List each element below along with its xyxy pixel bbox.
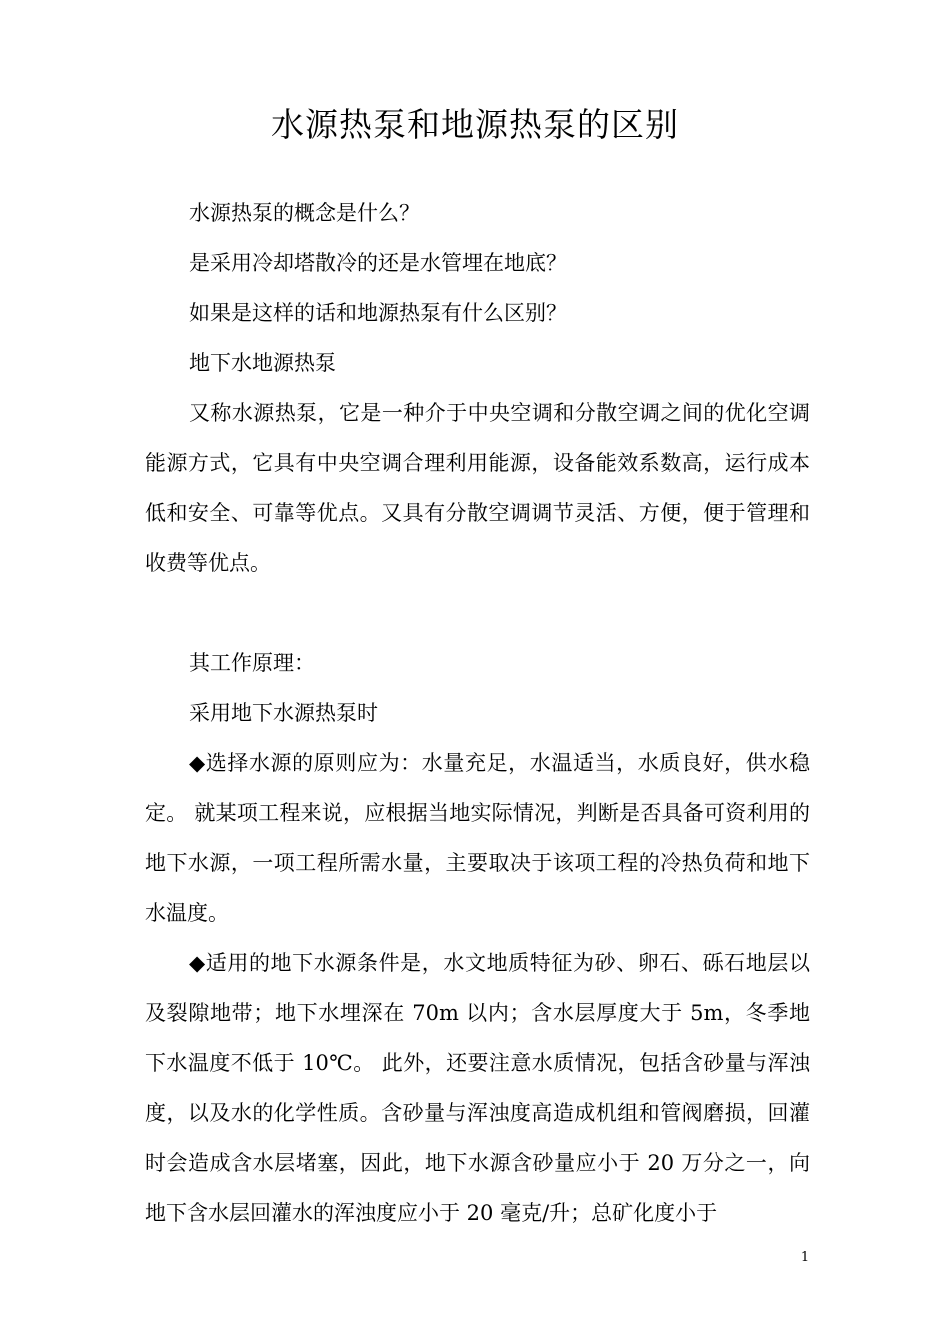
paragraph-heading-groundwater: 地下水地源热泵 — [189, 351, 336, 375]
blank-line — [145, 588, 810, 638]
paragraph-working-principle: 其工作原理： — [189, 651, 315, 675]
paragraph-question-concept: 水源热泵的概念是什么？ — [189, 201, 420, 225]
paragraph-question-cooling: 是采用冷却塔散冷的还是水管埋在地底？ — [189, 251, 567, 275]
paragraph-using-groundwater: 采用地下水源热泵时 — [189, 701, 378, 725]
paragraph-groundwater-conditions: ◆适用的地下水源条件是，水文地质特征为砂、卵石、砾石地层以及裂隙地带；地下水埋深在 70m 以内；含水层厚度大于 5m，冬季地下水温度不低于 10℃。 此外，还要注意水质情况，包括含砂量与浑浊度，以及水的化学性质。含砂量与浑浊度高造成机组和管阀磨损，回灌时会造成含水层堵塞，因此，地下水源含砂量应小于 20 万分之一，向地下含水层回灌水的浑浊度应小于 20 毫克/升；总矿化度小于 — [145, 951, 810, 1225]
paragraph-definition: 又称水源热泵，它是一种介于中央空调和分散空调之间的优化空调能源方式，它具有中央空调合理利用能源，设备能效系数高，运行成本低和安全、可靠等优点。又具有分散空调调节灵活、方便，便于管理和收费等优点。 — [145, 401, 810, 575]
document-title: 水源热泵和地源热泵的区别 — [271, 105, 679, 144]
paragraph-water-source-principle: ◆选择水源的原则应为：水量充足，水温适当，水质良好，供水稳定。 就某项工程来说，应根据当地实际情况，判断是否具备可资利用的地下水源，一项工程所需水量，主要取决于该项工程的冷热负荷和地下水温度。 — [145, 751, 810, 925]
document-body — [145, 188, 810, 1238]
page-number: 1 — [800, 1250, 810, 1265]
paragraph-question-difference: 如果是这样的话和地源热泵有什么区别？ — [189, 301, 567, 325]
